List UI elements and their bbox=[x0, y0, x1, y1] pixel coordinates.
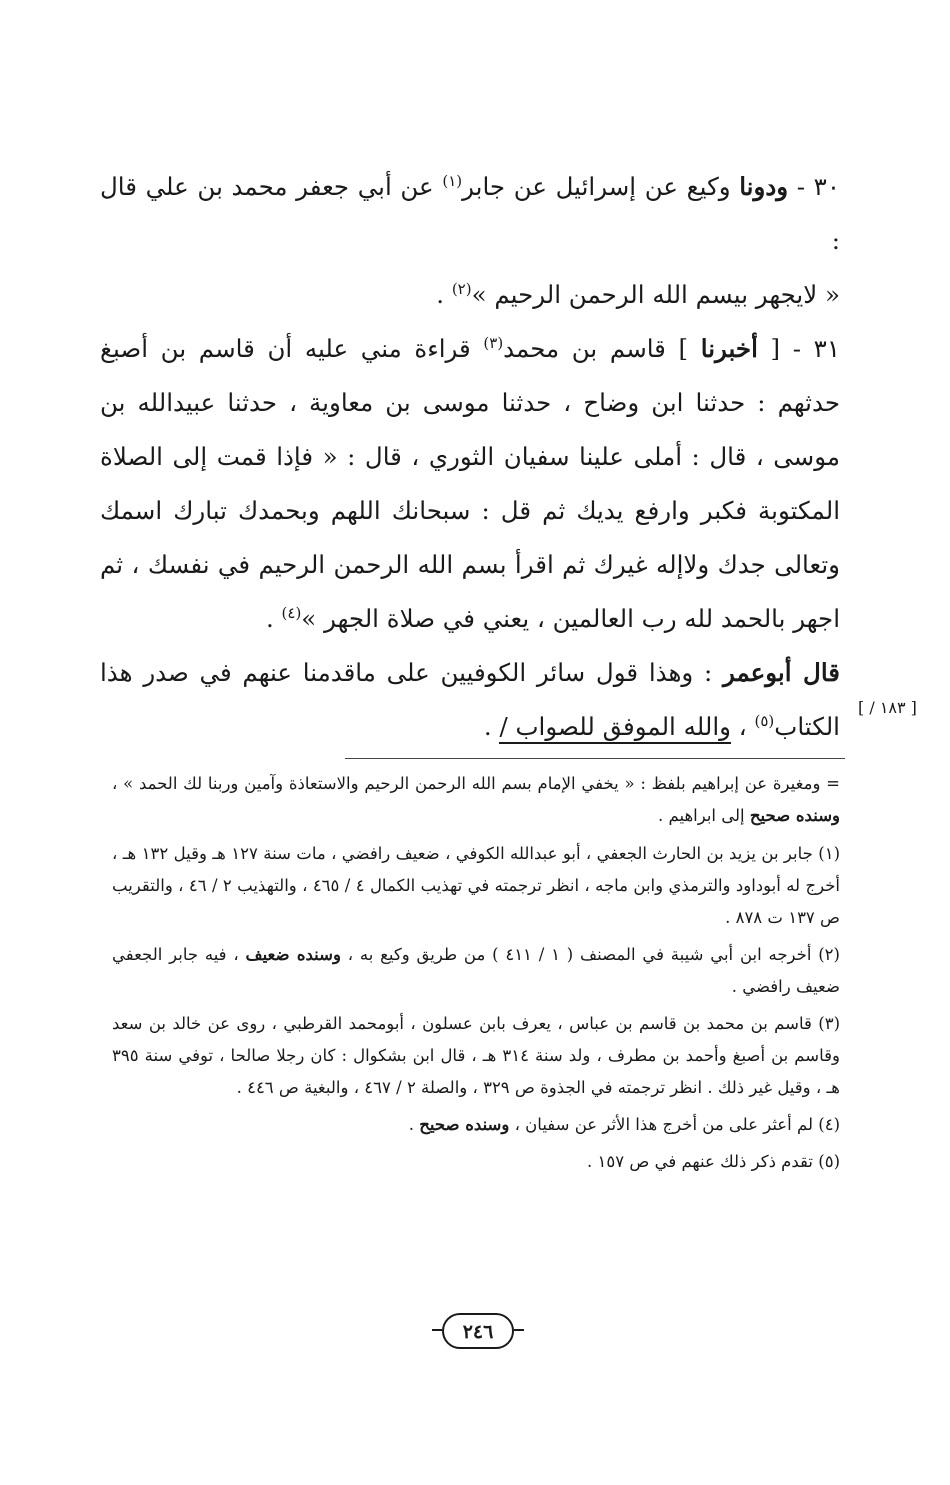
footnote-marker: (١) bbox=[442, 171, 463, 190]
footnote-marker: (٣) bbox=[483, 333, 504, 352]
footnote-text: . bbox=[408, 1115, 420, 1134]
quote-text: « لايجهر بيسم الله الرحمن الرحيم » bbox=[471, 280, 840, 309]
paragraph-text: وكيع عن إسرائيل عن جابر bbox=[462, 172, 740, 201]
paragraph-31 bbox=[100, 322, 840, 646]
quote-30 bbox=[100, 268, 840, 322]
manuscript-folio-marker: [ ١٨٣ / ] bbox=[858, 698, 917, 717]
paragraph-text: قراءة مني عليه أن قاسم بن أصبغ حدثهم : حدثنا ابن وضاح ، حدثنا موسى بن معاوية ، حدثنا عبيدالله بن موسى ، قال : أملى علينا سفيان الثوري ، قال : « فإذا قمت إلى الصلاة المكتوبة فكبر وارفع يديك ثم قل : سبحانك اللهم وبحمدك تبارك اسمك وتعالى جدك ولاإله غيرك ثم اقرأ بسم الله الرحمن الرحيم في نفسك ، ثم اجهر بالحمد لله رب العالمين ، يعني في صلاة الجهر » bbox=[100, 334, 840, 633]
paragraph-text: عن أبي جعفر محمد بن علي قال : bbox=[100, 172, 840, 255]
paragraph-30 bbox=[100, 160, 840, 268]
item-number: ٣١ - [ bbox=[770, 334, 840, 363]
footnote-4 bbox=[112, 1109, 840, 1141]
footnote-text: ، فيه جابر الجعفي ضعيف رافضي . bbox=[112, 945, 840, 996]
punctuation: . bbox=[265, 604, 282, 633]
narration-keyword: ودونا bbox=[739, 172, 789, 201]
narration-keyword: أخبرنا bbox=[700, 334, 758, 363]
footnote-text: (٤) لم أعثر على من أخرج هذا الأثر عن سفيان ، bbox=[509, 1115, 840, 1134]
footnote-text: إلى ابراهيم . bbox=[658, 806, 750, 825]
paragraph-text: ، bbox=[731, 712, 755, 741]
paragraph-text: : وهذا قول سائر الكوفيين على ماقدمنا عنهم في صدر هذا الكتاب bbox=[100, 658, 840, 741]
grading-phrase: وسنده صحيح bbox=[749, 806, 840, 825]
footnote-marker: (٢) bbox=[451, 279, 472, 298]
footnote-5: (٥) تقدم ذكر ذلك عنهم في ص ١٥٧ . bbox=[587, 1152, 840, 1171]
underlined-phrase: والله الموفق للصواب / bbox=[499, 712, 731, 744]
grading-phrase: وسنده ضعيف bbox=[245, 945, 341, 964]
paragraph-32 bbox=[100, 646, 840, 754]
footnote-separator bbox=[345, 758, 845, 759]
footnotes bbox=[112, 768, 840, 1183]
item-number: ٣٠ - bbox=[796, 172, 840, 201]
footnote-2 bbox=[112, 939, 840, 1003]
footnote-continuation bbox=[112, 768, 840, 832]
footnote-marker: (٥) bbox=[754, 711, 775, 730]
punctuation: . bbox=[483, 712, 500, 741]
paragraph-text: ] قاسم بن محمد bbox=[503, 334, 701, 363]
footnote-marker: (٤) bbox=[281, 603, 302, 622]
grading-phrase: وسنده صحيح bbox=[419, 1115, 510, 1134]
main-text bbox=[100, 160, 840, 754]
page-number: ٢٤٦ bbox=[442, 1313, 514, 1349]
footnote-1: (١) جابر بن يزيد بن الحارث الجعفي ، أبو عبدالله الكوفي ، ضعيف رافضي ، مات سنة ١٢٧ هـ وقيل ١٣٢ هـ ، أخرج له أبوداود والترمذي وابن ماجه ، انظر ترجمته في تهذيب الكمال ٤ / ٤٦٥ ، والتهذيب ٢ / ٤٦ ، والتقريب ص ١٣٧ ت ٨٧٨ . bbox=[112, 844, 840, 927]
punctuation: . bbox=[436, 280, 452, 309]
author-remark-keyword: قال أبوعمر bbox=[722, 658, 841, 687]
footnote-text: (٢) أخرجه ابن أبي شيبة في المصنف ( ١ / ٤١١ ) من طريق وكيع به ، bbox=[340, 945, 840, 964]
footnote-3: (٣) قاسم بن محمد بن قاسم بن عباس ، يعرف بابن عسلون ، أبومحمد القرطبي ، روى عن خالد بن سعد وقاسم بن أصبغ وأحمد بن مطرف ، ولد سنة ٣١٤ هـ ، قال ابن بشكوال : كان رجلا صالحا ، توفي سنة ٣٩٥ هـ ، وقيل غير ذلك . انظر ترجمته في الجذوة ص ٣٢٩ ، والصلة ٢ / ٤٦٧ ، والبغية ص ٤٤٦ . bbox=[112, 1014, 840, 1097]
footnote-text: = ومغيرة عن إبراهيم بلفظ : « يخفي الإمام بسم الله الرحمن الرحيم والاستعاذة وآمين وربنا لك الحمد » ، bbox=[112, 774, 840, 793]
